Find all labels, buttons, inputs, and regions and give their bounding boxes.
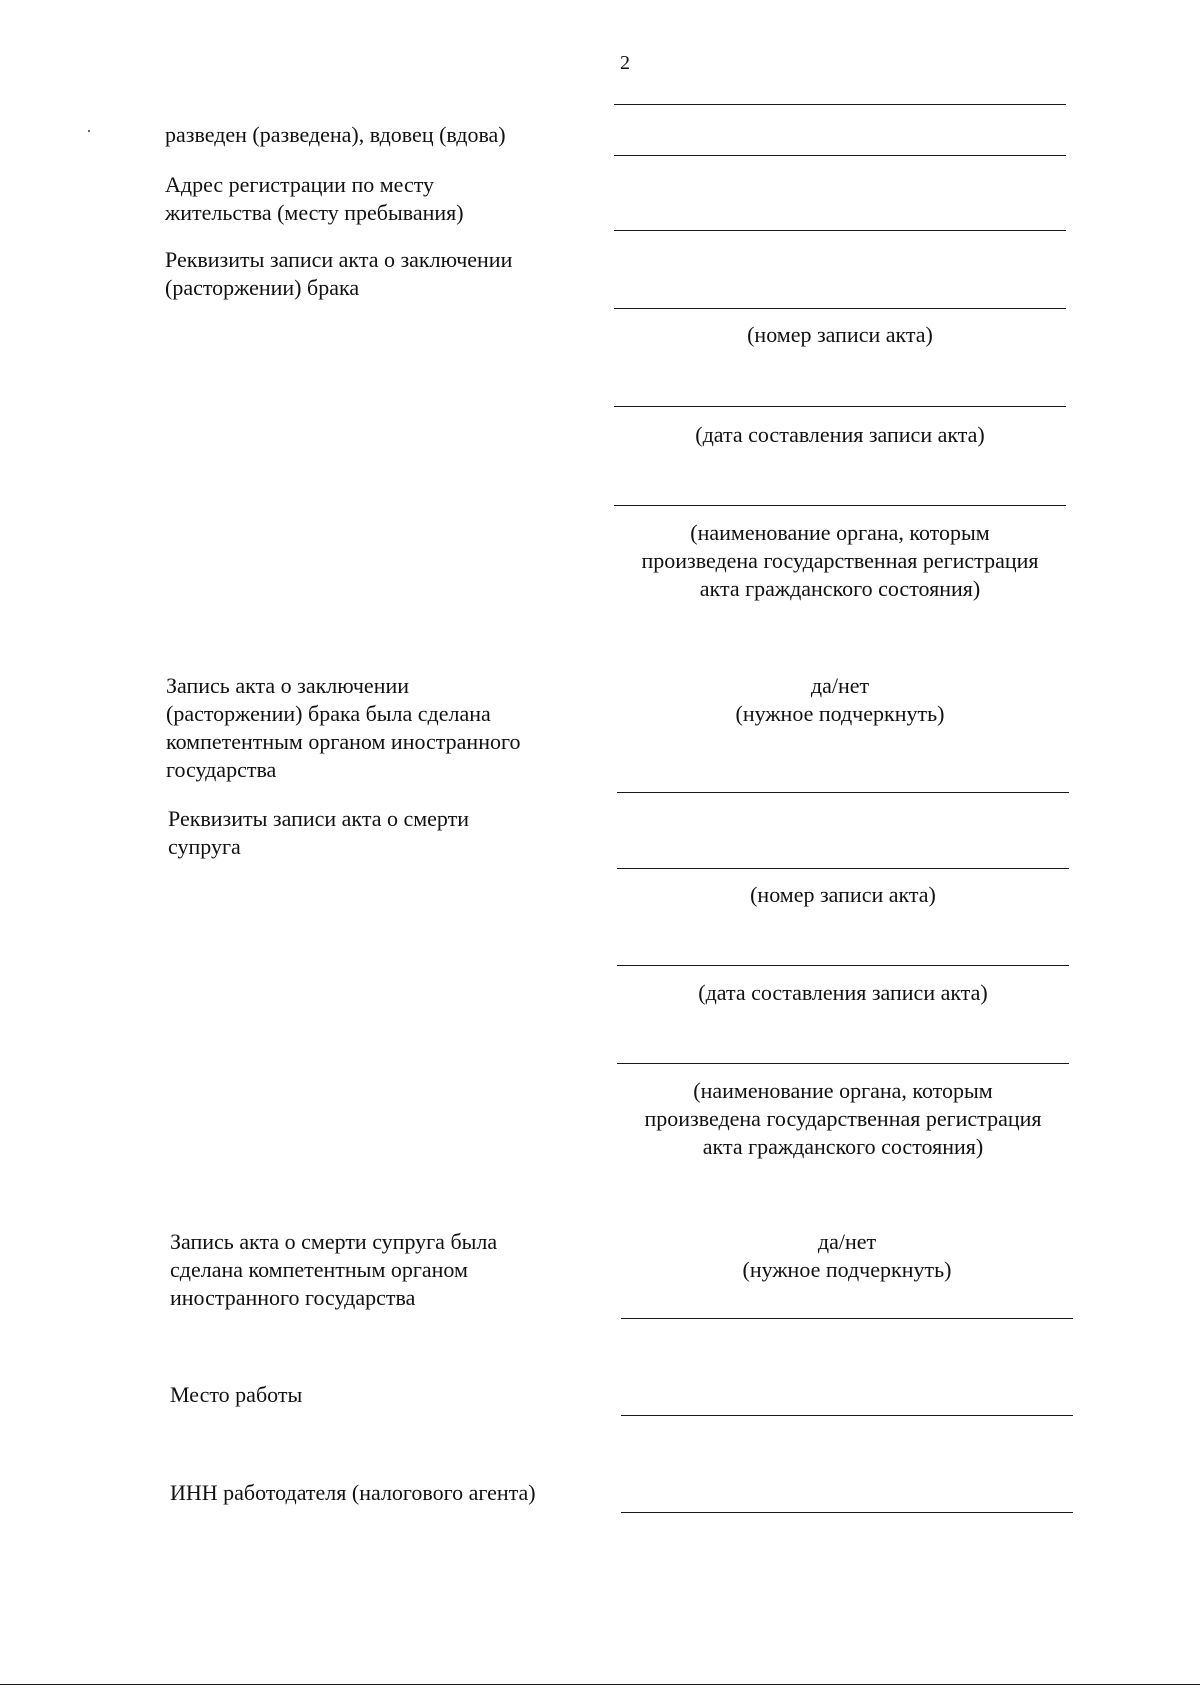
field-line-marital-status[interactable]	[614, 155, 1066, 156]
caption-marriage-act-date: (дата составления записи акта)	[695, 422, 985, 447]
field-line-marriage-act-number[interactable]	[614, 308, 1066, 309]
caption-death-act-number: (номер записи акта)	[750, 882, 936, 907]
caption-foreign-death-choice	[621, 1228, 1073, 1284]
field-line-death-top[interactable]	[617, 792, 1069, 793]
label-marriage-requisites-line-2: (расторжении) брака	[165, 275, 360, 300]
label-foreign-death	[170, 1228, 497, 1312]
label-foreign-marriage-line-4: государства	[166, 757, 277, 782]
caption-marriage-authority-line-1: (наименование органа, которым	[690, 520, 990, 545]
label-address-line-1: Адрес регистрации по месту	[165, 172, 435, 197]
label-foreign-marriage-line-2: (расторжении) брака была сделана	[166, 701, 491, 726]
label-marital-status: разведен (разведена), вдовец (вдова)	[165, 122, 506, 147]
label-foreign-death-line-3: иностранного государства	[170, 1285, 416, 1310]
field-line-marriage-act-date[interactable]	[614, 406, 1066, 407]
scan-speck	[88, 130, 90, 132]
label-death-requisites-line-1: Реквизиты записи акта о смерти	[168, 806, 470, 831]
field-line-marriage-authority[interactable]	[614, 505, 1066, 506]
label-foreign-death-line-1: Запись акта о смерти супруга была	[170, 1229, 498, 1254]
page-number: 2	[620, 52, 630, 74]
caption-foreign-marriage-choice	[614, 672, 1066, 728]
label-workplace: Место работы	[170, 1382, 303, 1407]
field-line-employer-inn[interactable]	[621, 1512, 1073, 1513]
caption-marriage-authority-line-2: произведена государственная регистрация	[641, 548, 1039, 573]
caption-death-authority-line-3: акта гражданского состояния)	[702, 1134, 984, 1159]
caption-marriage-act-number: (номер записи акта)	[747, 322, 933, 347]
label-death-requisites-line-2: супруга	[168, 834, 241, 859]
label-foreign-death-line-2: сделана компетентным органом	[170, 1257, 468, 1282]
caption-marriage-authority-line-3: акта гражданского состояния)	[699, 576, 981, 601]
label-address-line-2: жительства (месту пребывания)	[165, 200, 464, 225]
field-line-address[interactable]	[614, 230, 1066, 231]
caption-death-act-date: (дата составления записи акта)	[698, 980, 988, 1005]
label-marriage-requisites	[165, 246, 512, 302]
label-foreign-marriage	[166, 672, 520, 784]
field-line-death-act-number[interactable]	[617, 868, 1069, 869]
caption-death-authority	[617, 1077, 1069, 1161]
yes-no-choice[interactable]: да/нет	[817, 1229, 877, 1254]
field-line-top[interactable]	[614, 104, 1066, 105]
label-foreign-marriage-line-3: компетентным органом иностранного	[166, 729, 521, 754]
label-employer-inn: ИНН работодателя (налогового агента)	[170, 1480, 536, 1505]
field-line-death-act-date[interactable]	[617, 965, 1069, 966]
label-foreign-marriage-line-1: Запись акта о заключении	[166, 673, 410, 698]
page-bottom-edge	[0, 1684, 1200, 1685]
label-death-requisites	[168, 805, 469, 861]
label-marriage-requisites-line-1: Реквизиты записи акта о заключении	[165, 247, 513, 272]
underline-hint: (нужное подчеркнуть)	[742, 1257, 952, 1282]
label-address	[165, 171, 464, 227]
field-line-foreign-death-answer[interactable]	[621, 1318, 1073, 1319]
caption-death-authority-line-1: (наименование органа, которым	[693, 1078, 993, 1103]
underline-hint: (нужное подчеркнуть)	[735, 701, 945, 726]
field-line-workplace[interactable]	[621, 1415, 1073, 1416]
field-line-death-authority[interactable]	[617, 1063, 1069, 1064]
yes-no-choice[interactable]: да/нет	[810, 673, 870, 698]
caption-death-authority-line-2: произведена государственная регистрация	[644, 1106, 1042, 1131]
caption-marriage-authority	[614, 519, 1066, 603]
